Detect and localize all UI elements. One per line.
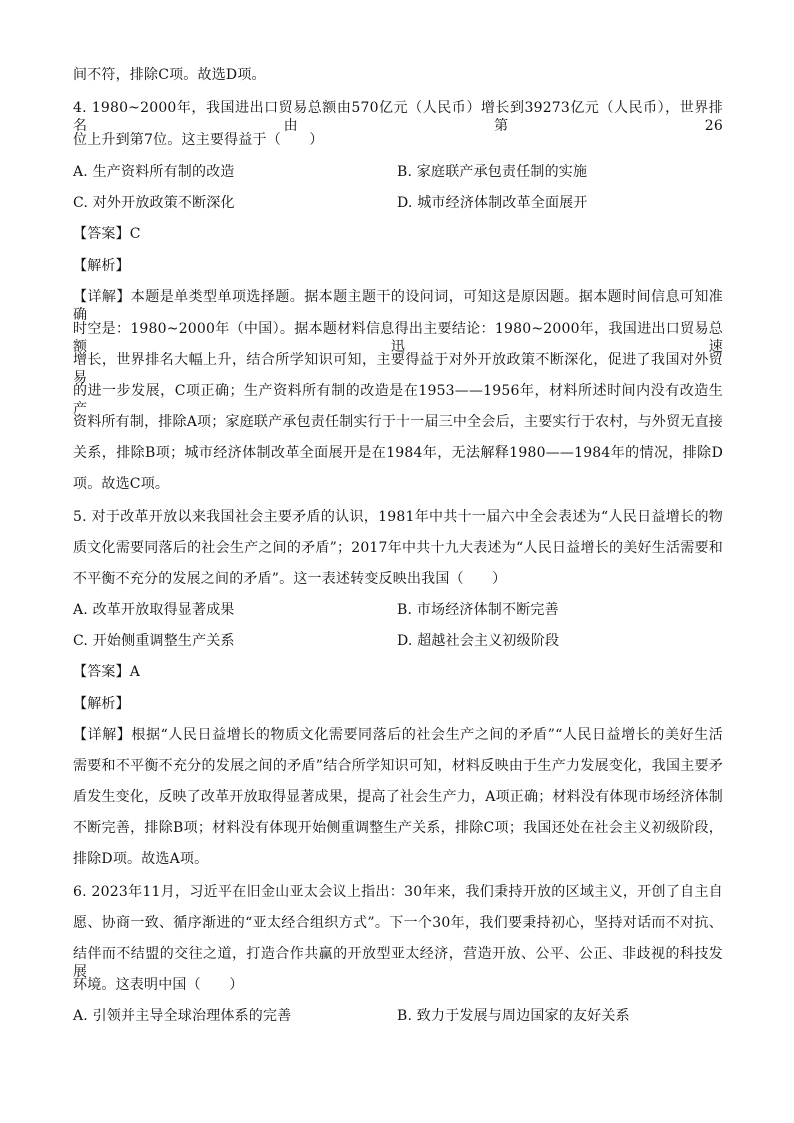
q5-answer: 【答案】A	[73, 664, 141, 680]
q6-stem-line-2: 愿、协商一致、循序渐进的“亚太经合组织方式”。下一个30年，我们要秉持初心，坚持对话而不对抗、	[73, 915, 723, 931]
q4-detail-line-6: 关系，排除B项；城市经济体制改革全面展开是在1984年，无法解释1980——1984年的情况，排除D	[73, 445, 723, 461]
q4-detail-line-7: 项。故选C项。	[73, 476, 170, 492]
q4-stem-line-2: 位上升到第7位。这主要得益于（ ）	[73, 132, 324, 148]
q4-option-b: B. 家庭联产承包责任制的实施	[397, 164, 588, 180]
q4-detail-line-5: 资料所有制，排除A项；家庭联产承包责任制实行于十一届三中全会后，主要实行于农村，与外贸无直接	[73, 414, 723, 430]
q4-detail-line-4: 的进一步发展，C项正确；生产资料所有制的改造是在1953——1956年，材料所述时间内没有改造生产	[73, 383, 723, 417]
q4-option-d: D. 城市经济体制改革全面展开	[397, 195, 588, 211]
q6-stem-line-4: 环境。这表明中国（ ）	[73, 977, 244, 993]
q6-stem-line-1: 6. 2023年11月，习近平在旧金山亚太会议上指出：30年来，我们秉持开放的区域主义，开创了自主自	[73, 884, 723, 900]
q5-option-b: B. 市场经济体制不断完善	[397, 602, 559, 618]
q5-stem-line-3: 不平衡不充分的发展之间的矛盾”。这一表述转变反映出我国（ ）	[73, 571, 507, 587]
q4-analysis-label: 【解析】	[73, 258, 130, 274]
q5-detail-line-3: 盾发生变化，反映了改革开放取得显著成果，提高了社会生产力，A项正确；材料没有体现市场经济体制	[73, 789, 723, 805]
q4-option-c: C. 对外开放政策不断深化	[73, 195, 235, 211]
q5-stem-line-2: 质文化需要同落后的社会生产之间的矛盾”；2017年中共十九大表述为“人民日益增长的美好生活需要和	[73, 540, 723, 556]
q5-detail-line-5: 排除D项。故选A项。	[73, 851, 209, 867]
q6-option-b: B. 致力于发展与周边国家的友好关系	[397, 1008, 630, 1024]
q5-option-c: C. 开始侧重调整生产关系	[73, 633, 235, 649]
q4-stem-line-1: 4. 1980~2000年，我国进出口贸易总额由570亿元（人民币）增长到39273亿元（人民币），世界排名由第26	[73, 100, 723, 134]
q5-analysis-label: 【解析】	[73, 696, 130, 712]
q4-answer: 【答案】C	[73, 226, 141, 242]
q4-detail-line-2: 时空是：1980~2000年（中国）。据本题材料信息得出主要结论：1980~2000年，我国进出口贸易总额迅速	[73, 321, 723, 355]
q5-detail-line-1: 【详解】根据“人民日益增长的物质文化需要同落后的社会生产之间的矛盾”“人民日益增长的美好生活	[73, 727, 723, 743]
q5-option-a: A. 改革开放取得显著成果	[73, 602, 235, 618]
q6-stem-line-3: 结伴而不结盟的交往之道，打造合作共赢的开放型亚太经济，营造开放、公平、公正、非歧视的科技发展	[73, 946, 723, 980]
q6-option-a: A. 引领并主导全球治理体系的完善	[73, 1008, 292, 1024]
q3-tail: 间不符，排除C项。故选D项。	[73, 67, 266, 83]
q5-option-d: D. 超越社会主义初级阶段	[397, 633, 560, 649]
q4-detail-line-1: 【详解】本题是单类型单项选择题。据本题主题干的设问词，可知这是原因题。据本题时间信息可知准确	[73, 289, 723, 323]
q5-detail-line-4: 不断完善，排除B项；材料没有体现开始侧重调整生产关系，排除C项；我国还处在社会主义初级阶段，	[73, 820, 723, 836]
q5-detail-line-2: 需要和不平衡不充分的发展之间的矛盾”结合所学知识可知，材料反映由于生产力发展变化，我国主要矛	[73, 758, 723, 774]
q4-option-a: A. 生产资料所有制的改造	[73, 164, 235, 180]
q5-stem-line-1: 5. 对于改革开放以来我国社会主要矛盾的认识，1981年中共十一届六中全会表述为“人民日益增长的物	[73, 509, 723, 525]
q4-detail-line-3: 增长，世界排名大幅上升，结合所学知识可知，主要得益于对外开放政策不断深化，促进了我国对外贸易	[73, 352, 723, 386]
